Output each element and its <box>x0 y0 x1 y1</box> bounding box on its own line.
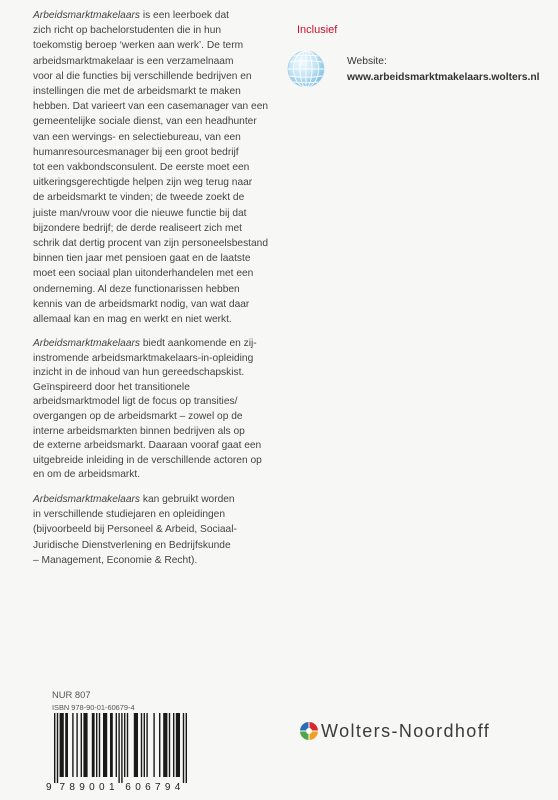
book-title-italic: Arbeidsmarktmakelaars <box>33 494 141 505</box>
book-title-italic: Arbeidsmarktmakelaars <box>33 338 141 349</box>
barcode-bar <box>116 713 117 777</box>
barcode-bar <box>176 713 180 777</box>
blurb-line: tot een vakbondsconsulent. De eerste moet een <box>33 162 250 174</box>
blurb-line: de externe arbeidsmarkt. Daaraan vooraf gaat een <box>33 440 262 452</box>
blurb-paragraph <box>33 492 285 568</box>
blurb-line: van een wervings- en selectiebureau, van een <box>33 131 241 143</box>
blurb-paragraph <box>33 337 285 483</box>
inclusief-heading: Inclusief <box>297 24 338 36</box>
blurb-line: en om de arbeidsmarkt. <box>33 469 141 481</box>
blurb-line: gemeentelijke sociale dienst, van een headhunter <box>33 116 257 128</box>
globe-icon <box>287 50 325 88</box>
blurb-line-text: is een leerboek dat <box>142 10 229 21</box>
blurb-line: – Management, Economie & Recht). <box>33 554 198 566</box>
blurb-line: Juridische Dienstverlening en Bedrijfskunde <box>33 539 231 551</box>
isbn-label: ISBN 978-90-01-60679-4 <box>52 703 135 712</box>
barcode-bar <box>144 713 145 777</box>
barcode-left-digits: 789001 <box>59 782 115 793</box>
barcode-bar <box>124 713 125 777</box>
barcode-bar <box>83 713 87 777</box>
barcode-guard-bar <box>118 713 119 783</box>
barcode-bar <box>99 713 100 777</box>
blurb-line: uitkeringsgerechtigde helpen zijn weg terug naar <box>33 177 253 189</box>
blurb-line: binnen tien jaar met pensioen gaat en de laatste <box>33 253 251 265</box>
barcode-bar <box>169 713 170 777</box>
blurb-line <box>33 337 285 352</box>
barcode-bar <box>153 713 154 777</box>
blurb-line: Geïnspireerd door het transitionele <box>33 381 190 393</box>
wolters-noordhoff-logo-icon <box>299 721 319 741</box>
barcode-guard-bar <box>54 713 55 783</box>
blurb-line <box>33 492 285 507</box>
blurb-line: in verschillende studiejaren en opleidingen <box>33 509 225 521</box>
blurb-line: uitgebreide inleiding in de verschillende actoren op <box>33 454 262 466</box>
blurb-line: onderneming. Al deze functionarissen hebben <box>33 283 240 295</box>
barcode-guard-bar <box>57 713 58 783</box>
barcode-bar <box>65 713 68 777</box>
blurb-paragraph <box>33 8 285 327</box>
blurb-line: toekomstig beroep ‘werken aan werk’. De term <box>33 40 244 52</box>
barcode-bar <box>72 713 73 777</box>
website-label: Website: <box>347 56 387 67</box>
barcode-bar <box>173 713 174 777</box>
barcode-bar <box>110 713 113 777</box>
barcode-bar <box>76 713 77 777</box>
barcode-bar <box>103 713 107 777</box>
blurb-line: voor al die functies bij verschillende bedrijven en <box>33 70 252 82</box>
blurb-line: interne arbeidsmarkten binnen bedrijven als op <box>33 425 245 437</box>
website-url: www.arbeidsmarktmakelaars.wolters.nl <box>347 72 540 83</box>
barcode-right-digits: 606794 <box>125 782 181 793</box>
blurb-line: bijzondere bedrijf; de derde realiseert zich met <box>33 222 242 234</box>
blurb-line: humanresourcesmanager bij een groot bedrijf <box>33 146 239 158</box>
barcode-bar <box>159 713 160 777</box>
blurb-line: zich richt op bachelorstudenten die in hun <box>33 25 222 37</box>
isbn-barcode <box>42 708 192 796</box>
barcode-guard-bar <box>121 713 122 783</box>
blurb-line: kennis van de arbeidsmarkt nodig, van wat daar <box>33 298 250 310</box>
barcode-bar <box>163 713 167 777</box>
blurb-line: inzicht in de inhoud van hun gereedschapskist. <box>33 367 245 379</box>
barcode-bars <box>54 713 187 783</box>
blurb-text <box>33 0 285 580</box>
publisher-name: Wolters-Noordhoff <box>321 721 491 741</box>
blurb-line: moet een sociaal plan uitonderhandelen met een <box>33 268 254 280</box>
blurb-line: allemaal kan en mag en werkt en niet werkt. <box>33 314 232 326</box>
blurb-line: instellingen die met de arbeidsmarkt te maken <box>33 86 241 98</box>
blurb-line: schrik dat dertig procent van zijn personeelsbestand <box>33 238 269 250</box>
blurb-line: arbeidsmarktmodel ligt de focus op transities/ <box>33 396 238 408</box>
nur-code: NUR 807 <box>52 689 91 700</box>
blurb-line: juiste man/vrouw voor die nieuwe functie bij dat <box>33 207 247 219</box>
barcode-guard-bar <box>186 713 187 783</box>
barcode-bar <box>60 713 64 777</box>
barcode-bar <box>134 713 138 777</box>
blurb-line: de arbeidsmarkt te vinden; de tweede zoekt de <box>33 192 245 204</box>
barcode-first-digit: 9 <box>46 782 52 793</box>
blurb-line: instromende arbeidsmarktmakelaars-in-opleiding <box>33 352 254 364</box>
barcode-bar <box>96 713 97 777</box>
blurb-line: arbeidsmarktmakelaar is een verzamelnaam <box>33 55 234 67</box>
blurb-line: hebben. Dat varieert van een casemanager van een <box>33 101 269 113</box>
blurb-line: (bijvoorbeeld bij Personeel & Arbeid, Sociaal- <box>33 524 237 536</box>
barcode-bar <box>92 713 95 777</box>
barcode-bar <box>146 713 147 777</box>
blurb-line-text: biedt aankomende en zij- <box>142 338 257 349</box>
blurb-line <box>33 8 285 23</box>
blurb-line: overgangen op de arbeidsmarkt – zowel op de <box>33 410 243 422</box>
barcode-bar <box>81 713 82 777</box>
barcode-guard-bar <box>183 713 184 783</box>
blurb-line-text: kan gebruikt worden <box>142 494 235 505</box>
barcode-bar <box>127 713 128 777</box>
book-title-italic: Arbeidsmarktmakelaars <box>33 10 141 21</box>
barcode-bar <box>141 713 142 777</box>
